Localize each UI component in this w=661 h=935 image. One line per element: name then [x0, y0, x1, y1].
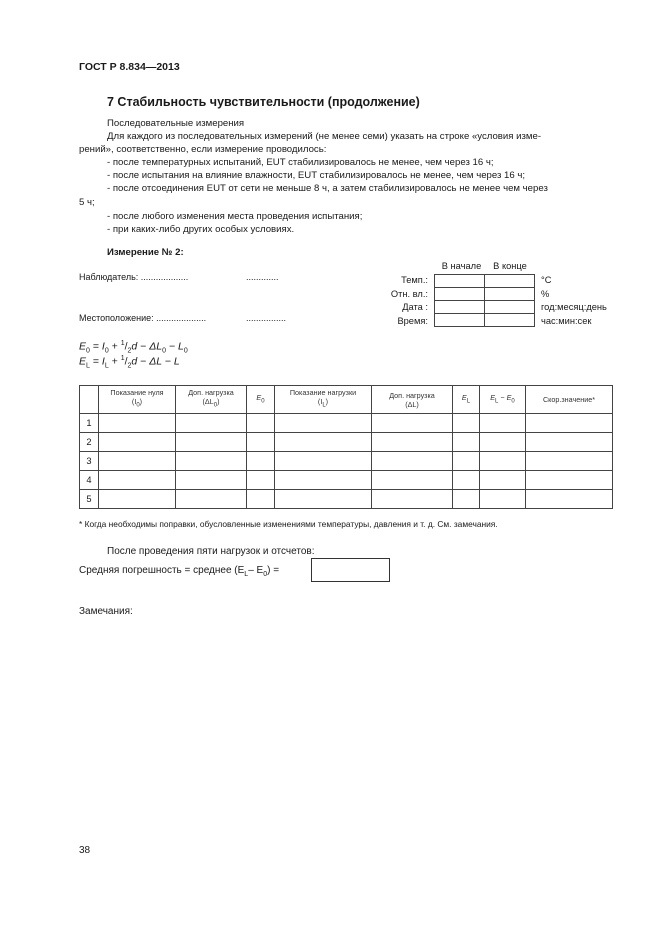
col-el-minus-e0: $E_L - E_0$: [480, 386, 526, 414]
page-number: 38: [79, 845, 91, 856]
table-row: 5: [80, 490, 613, 509]
col-el: $E_L$: [453, 386, 480, 414]
bullet-item: - после температурных испытаний, EUT стабилизировалось не менее, чем через 16 ч;: [107, 157, 494, 168]
conditions-table: [434, 274, 535, 327]
col-end-header: В конце: [493, 261, 527, 271]
col-zero-reading: Показание нуля $(I_0)$: [99, 386, 176, 414]
time-label: Время:: [397, 316, 428, 326]
bullet-item: 5 ч;: [79, 197, 95, 208]
date-unit: год:месяц:день: [541, 302, 607, 312]
section-title: 7 Стабильность чувствительности (продолжение): [107, 95, 420, 109]
humidity-label: Отн. вл.:: [390, 289, 428, 299]
temp-start-cell[interactable]: [435, 275, 485, 288]
humidity-end-cell[interactable]: [485, 288, 535, 301]
average-error-label: Средняя погрешность = среднее ($E_L-$ $E_0$) =: [79, 565, 280, 578]
table-row: 2: [80, 433, 613, 452]
time-unit: час:мин:сек: [541, 316, 592, 326]
temp-end-cell[interactable]: [485, 275, 535, 288]
bullet-item: - при каких-либо других особых условиях.: [107, 224, 295, 235]
table-footnote: * Когда необходимы поправки, обусловленные изменениями температуры, давления и т. д. См. замечания.: [79, 519, 498, 529]
table-header-row: [80, 386, 613, 414]
remarks-label: Замечания:: [79, 606, 133, 617]
temp-label: Темп.:: [401, 275, 428, 285]
col-corrected-value: Скор.значение*: [526, 386, 613, 414]
measurements-table: [79, 385, 613, 509]
humidity-start-cell[interactable]: [435, 288, 485, 301]
location-dots: ................: [246, 313, 287, 323]
table-row: 3: [80, 452, 613, 471]
formula-e0: $E_0 = I_0 + ^1/_2d - \Delta L_0 - L_0$: [79, 340, 188, 355]
col-start-header: В начале: [441, 261, 482, 271]
table-row: 4: [80, 471, 613, 490]
time-start-cell[interactable]: [435, 314, 485, 327]
observer-field: Наблюдатель: ...................: [79, 272, 189, 282]
summary-line: После проведения пяти нагрузок и отсчетов:: [107, 546, 315, 557]
col-add-load-0: Доп. нагрузка $(\Delta L_0)$: [176, 386, 247, 414]
observer-dots: .............: [246, 272, 279, 282]
time-end-cell[interactable]: [485, 314, 535, 327]
document-code: ГОСТ Р 8.834—2013: [79, 61, 180, 73]
intro-line: рений», соответственно, если измерение проводилось:: [79, 144, 327, 155]
measurement-title: Измерение № 2:: [107, 247, 184, 258]
location-field: Местоположение: ....................: [79, 313, 207, 323]
col-load-reading: Показание нагрузки $(I_L)$: [275, 386, 372, 414]
bullet-item: - после отсоединения EUT от сети не меньше 8 ч, а затем стабилизировалось не менее чем через: [107, 183, 548, 194]
humidity-unit: %: [541, 289, 550, 299]
date-start-cell[interactable]: [435, 301, 485, 314]
date-end-cell[interactable]: [485, 301, 535, 314]
table-row: 1: [80, 414, 613, 433]
bullet-item: - после испытания на влияние влажности, EUT стабилизировалось не менее, чем через 16 ч;: [107, 170, 526, 181]
temp-unit: °C: [541, 275, 552, 285]
date-label: Дата :: [402, 302, 428, 312]
intro-heading: Последовательные измерения: [107, 118, 245, 129]
average-error-field[interactable]: [311, 558, 390, 582]
formula-el: $E_L = I_L + ^1/_2d - \Delta L - L$: [79, 355, 180, 370]
col-add-load: Доп. нагрузка (ΔL): [372, 386, 453, 414]
bullet-item: - после любого изменения места проведения испытания;: [107, 211, 363, 222]
col-e0: $E_0$: [247, 386, 275, 414]
intro-line: Для каждого из последовательных измерений (не менее семи) указать на строке «условия изме-: [107, 131, 542, 142]
